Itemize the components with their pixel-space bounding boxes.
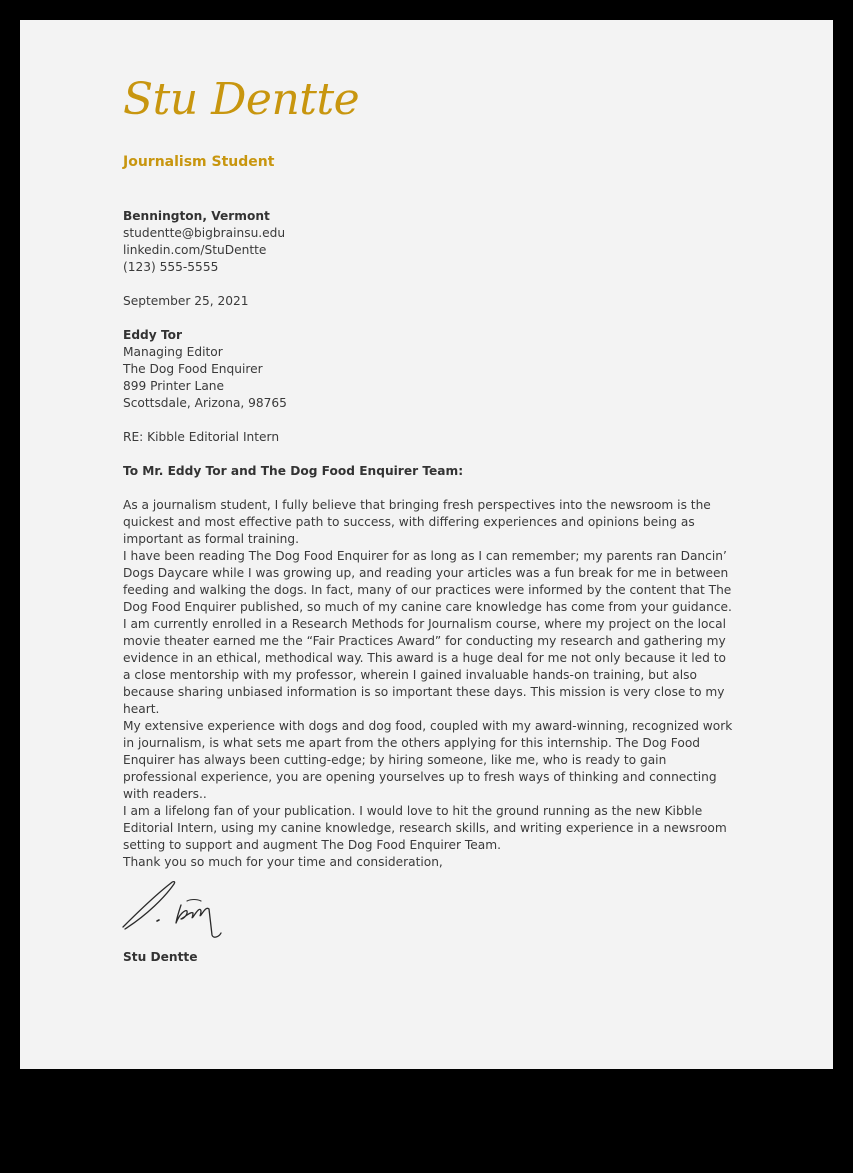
recipient-street: 899 Printer Lane [123, 379, 225, 393]
signer-name: Stu Dentte [123, 950, 198, 964]
recipient-title: Managing Editor [123, 345, 223, 359]
letter-body [123, 208, 735, 966]
sender-name-heading: Stu Dentte [123, 74, 360, 125]
letter-date: September 25, 2021 [123, 294, 249, 308]
paragraph-4: My extensive experience with dogs and dog food, coupled with my award-winning, recognized work in journalism, is what sets me apart from the others applying for this internship. The Dog Food Enquirer has always been cutting-edge; by hiring someone, like me, who is ready to gain professional experience, you are opening yourselves up to fresh ways of thinking and connecting with readers.. [123, 719, 733, 801]
sender-phone: (123) 555-5555 [123, 260, 219, 274]
salutation: To Mr. Eddy Tor and The Dog Food Enquirer Team: [123, 464, 464, 478]
recipient-name: Eddy Tor [123, 328, 183, 342]
sender-email: studentte@bigbrainsu.edu [123, 226, 286, 240]
re-line: RE: Kibble Editorial Intern [123, 430, 280, 444]
letter-page [20, 20, 833, 1069]
handwritten-signature [121, 875, 231, 943]
closing-line: Thank you so much for your time and consideration, [123, 855, 443, 869]
paragraph-5: I am a lifelong fan of your publication. I would love to hit the ground running as the new Kibble Editorial Intern, using my canine knowledge, research skills, and writing experience in a newsroom setting to support and augment The Dog Food Enquirer Team. [123, 804, 727, 852]
recipient-block [123, 327, 735, 412]
sender-contact-block [123, 208, 735, 276]
sender-linkedin: linkedin.com/StuDentte [123, 243, 267, 257]
recipient-city: Scottsdale, Arizona, 98765 [123, 396, 287, 410]
paragraph-3: I am currently enrolled in a Research Methods for Journalism course, where my project on the local movie theater earned me the “Fair Practices Award” for conducting my research and gathering my evidence in an ethical, methodical way. This award is a huge deal for me not only because it led to a close mentorship with my professor, wherein I gained invaluable hands-on training, but also because sharing unbiased information is so important these days. This mission is very close to my heart. [123, 617, 726, 716]
sender-tagline: Journalism Student [123, 154, 275, 170]
recipient-company: The Dog Food Enquirer [123, 362, 263, 376]
paragraph-2: I have been reading The Dog Food Enquirer for as long as I can remember; my parents ran Dancin’ Dogs Daycare while I was growing up, and reading your articles was a fun break for me in between feeding and walking the dogs. In fact, many of our practices were informed by the content that The Dog Food Enquirer published, so much of my canine care knowledge has come from your guidance. [123, 549, 732, 614]
paragraph-1: As a journalism student, I fully believe that bringing fresh perspectives into the newsroom is the quickest and most effective path to success, with differing experiences and opinions being as important as formal training. [123, 498, 711, 546]
sender-location: Bennington, Vermont [123, 209, 270, 223]
